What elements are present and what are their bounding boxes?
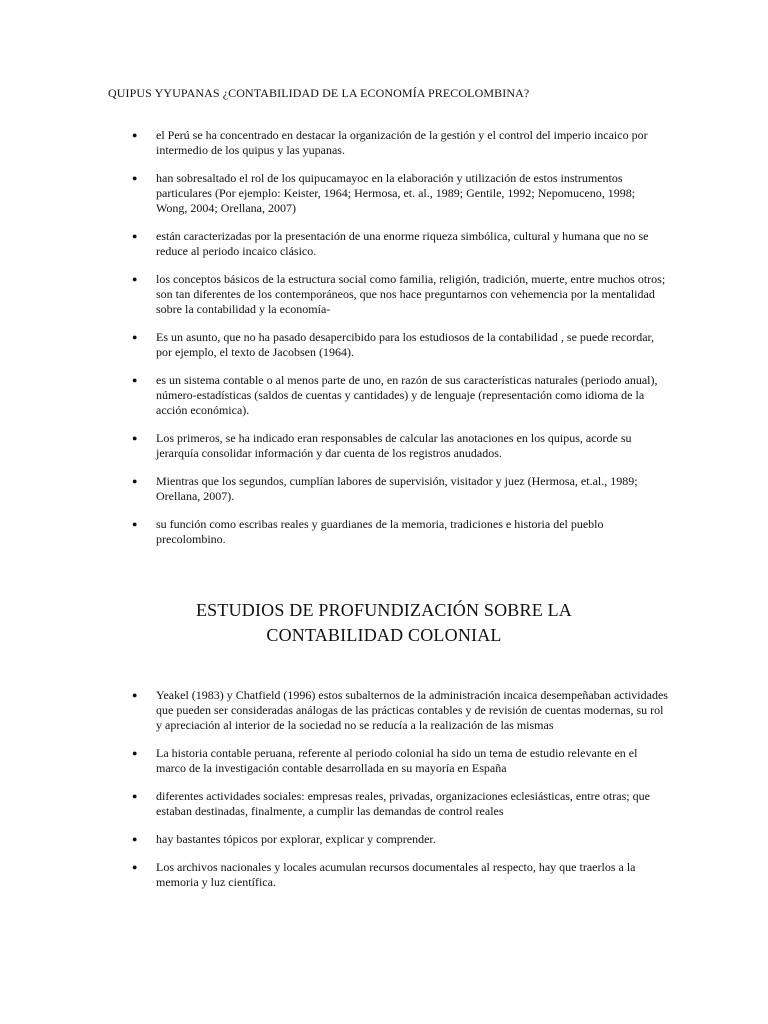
list-item (0, 746, 768, 776)
list-item-text: su función como escribas reales y guardianes de la memoria, tradiciones e historia del pueblo precolombino. (156, 517, 604, 546)
document-title: QUIPUS YYUPANAS ¿CONTABILIDAD DE LA ECONOMÍA PRECOLOMBINA? (108, 86, 530, 100)
bullet-icon: ● (132, 130, 138, 140)
list-item (0, 229, 768, 259)
bullet-icon: ● (132, 231, 138, 241)
bullet-icon: ● (132, 519, 138, 529)
bullet-icon: ● (132, 690, 138, 700)
list-item-text: hay bastantes tópicos por explorar, explicar y comprender. (156, 832, 436, 846)
bullet-list-quipus (0, 128, 768, 560)
section-heading-line-2: CONTABILIDAD COLONIAL (266, 625, 502, 645)
list-item (0, 330, 768, 360)
bullet-icon: ● (132, 791, 138, 801)
bullet-icon: ● (132, 862, 138, 872)
bullet-icon: ● (132, 433, 138, 443)
bullet-icon: ● (132, 173, 138, 183)
list-item-text: los conceptos básicos de la estructura social como familia, religión, tradición, muerte, entre muchos otros; son tan diferentes de los contemporáneos, que nos hace preguntarnos con vehemencia por la mentalidad sobre la contabilidad y la economía- (156, 272, 666, 316)
bullet-icon: ● (132, 375, 138, 385)
bullet-icon: ● (132, 834, 138, 844)
list-item-text: Los primeros, se ha indicado eran responsables de calcular las anotaciones en los quipus, acorde su jerarquía consolidar información y dar cuenta de los registros anudados. (156, 431, 632, 460)
list-item (0, 832, 768, 847)
list-item (0, 373, 768, 418)
list-item (0, 860, 768, 890)
list-item-text: están caracterizadas por la presentación de una enorme riqueza simbólica, cultural y humana que no se reduce al periodo incaico clásico. (156, 229, 649, 258)
list-item-text: diferentes actividades sociales: empresas reales, privadas, organizaciones eclesiásticas, entre otras; que estaban destinadas, finalmente, a cumplir las demandas de control reales (156, 789, 650, 818)
list-item-text: Mientras que los segundos, cumplían labores de supervisión, visitador y juez (Hermosa, et.al., 1989; Orellana, 2007). (156, 474, 638, 503)
list-item-text: Los archivos nacionales y locales acumulan recursos documentales al respecto, hay que traerlos a la memoria y luz científica. (156, 860, 636, 889)
list-item (0, 128, 768, 158)
list-item-text: Yeakel (1983) y Chatfield (1996) estos subalternos de la administración incaica desempeñaban actividades que pueden ser consideradas análogas de las prácticas contables y de revisión de cuentas modernas, su rol y apreciación al interior de la sociedad no se reducía a la realización de las mismas (156, 688, 668, 732)
list-item-text: es un sistema contable o al menos parte de uno, en razón de sus características naturales (periodo anual), número-estadísticas (saldos de cuentas y cantidades) y de lenguaje (representación como idioma de la acción económica). (156, 373, 658, 417)
bullet-icon: ● (132, 274, 138, 284)
list-item (0, 688, 768, 733)
list-item (0, 474, 768, 504)
list-item (0, 789, 768, 819)
list-item (0, 517, 768, 547)
list-item-text: Es un asunto, que no ha pasado desapercibido para los estudiosos de la contabilidad , se puede recordar, por ejemplo, el texto de Jacobsen (1964). (156, 330, 655, 359)
list-item (0, 272, 768, 317)
list-item (0, 431, 768, 461)
bullet-icon: ● (132, 332, 138, 342)
bullet-icon: ● (132, 748, 138, 758)
list-item-text: el Perú se ha concentrado en destacar la organización de la gestión y el control del imperio incaico por intermedio de los quipus y las yupanas. (156, 128, 648, 157)
list-item-text: han sobresaltado el rol de los quipucamayoc en la elaboración y utilización de estos instrumentos particulares (Por ejemplo: Keister, 1964; Hermosa, et. al., 1989; Gentile, 1992; Nepomuceno, 1998; Wong, 2004; Orellana, 2007) (156, 171, 636, 215)
bullet-list-colonial (0, 688, 768, 903)
list-item (0, 171, 768, 216)
bullet-icon: ● (132, 476, 138, 486)
list-item-text: La historia contable peruana, referente al periodo colonial ha sido un tema de estudio relevante en el marco de la investigación contable desarrollada en su mayoría en España (156, 746, 638, 775)
section-heading-line-1: ESTUDIOS DE PROFUNDIZACIÓN SOBRE LA (195, 600, 573, 620)
section-heading-colonial (0, 598, 768, 648)
